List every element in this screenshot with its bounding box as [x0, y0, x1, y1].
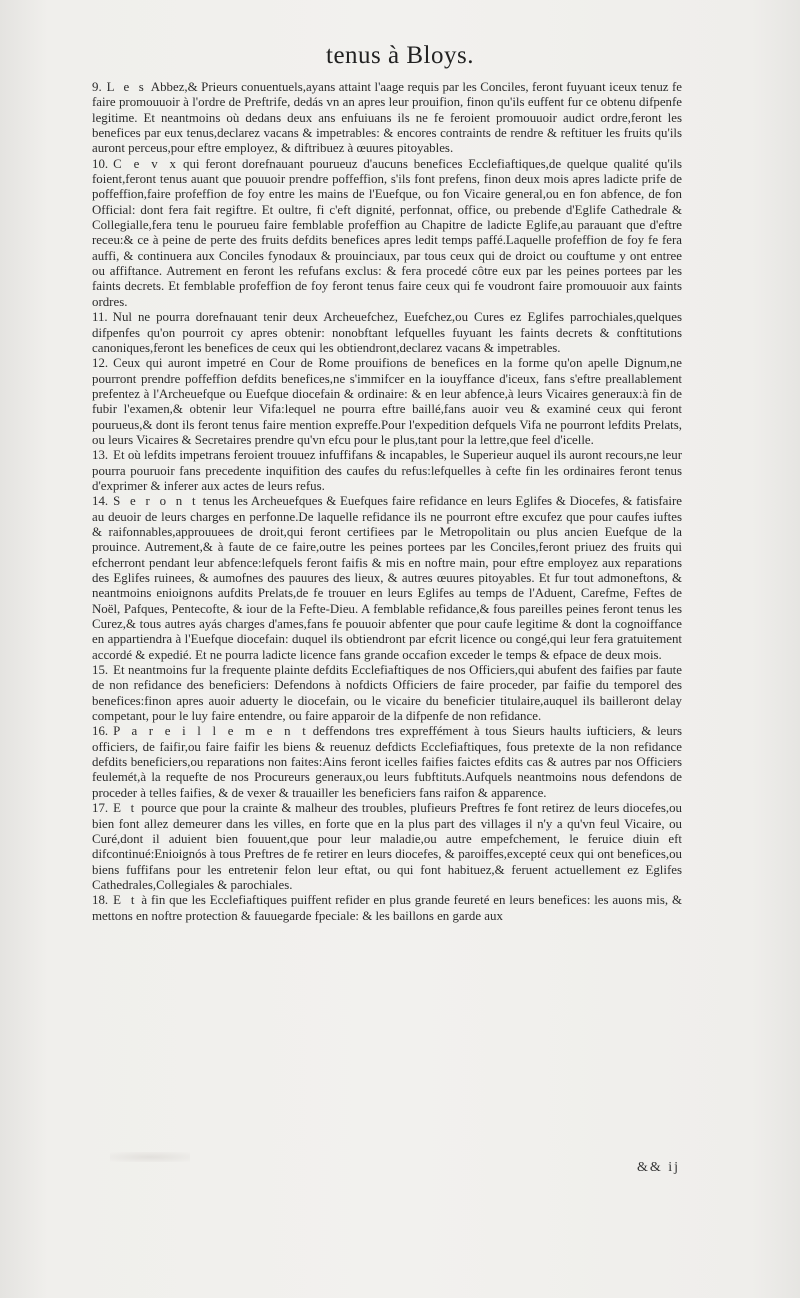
article-text: Et neantmoins fur la frequente plainte defdits Ecclefiaftiques de nos Officiers,qui abufent des faifies par faute de non refidance des beneficiers: Defendons à nofdicts Officiers de faire proceder, par faifie du temporel des benefices:finon apres auoir aduerty le diocefain, ou le vicaire du beneficier titulaire,auquel ils bailleront delay competant, pour le luy faire entendre, ou faire apparoir de la difpenfe de non refidance.: [92, 663, 682, 724]
article-paragraph: [92, 448, 682, 494]
article-text: Ceux qui auront impetré en Cour de Rome prouifions de benefices en la forme qu'on apelle Dignum,ne pourront prendre poffeffion defdits benefices,ne s'immifcer en la iouyffance d'iceux, fans s'eftre preallablement prefentez à l'Archeuefque ou Euefque diocefain & ordinaire: & en leur abfence,à leurs Vicaires generaux:à fin de fubir l'examen,& obtenir leur Vifa:lequel ne pourra eftre baillé,fans auoir veu & examiné ceux qui feront pourueus,& dont ils feront tenus faire mention expreffe.Pour l'expedition defquels Vifa ne pourront lefdits Prelats, ou leurs Vicaires & Secretaires prendre qu'vn efcu pour le plus,tant pour la lettre,que feel d'icelle.: [92, 356, 682, 447]
article-paragraph: [92, 310, 682, 356]
article-number: 16.: [92, 724, 109, 739]
article-paragraph: [92, 801, 682, 893]
article-paragraph: [92, 80, 682, 157]
article-text: deffendons tres expreffément à tous Sieurs haults iufticiers, & leurs officiers, de faifir,ou faire faifir les biens & reuenuz defdicts Ecclefiaftiques, fous pretexte de la non refidance defdits beneficiers,ou reparations non faites:Ains feront icelles faifies faictes efdits cas & autres par nos Officiers feulemét,à la requefte de nos Procureurs generaux,ou leurs fubftituts.Aufquels neantmoins nous defendons de proceder à telles faifies, & de vexer & trauailler les beneficiers fans raifon & apparence.: [92, 724, 682, 800]
article-number: 9.: [92, 80, 102, 94]
article-text: pource que pour la crainte & malheur des troubles, plufieurs Preftres fe font retirez de leurs diocefes,ou bien font allez demeurer dans les villes, en forte que en la plus part des villages il n'y a qu'vn feul Vicaire, ou Curé,dont il aduient bien fouuent,que pour leur maladie,ou autre empefchement, le feruice diuin eft difcontinué:Enioignós à tous Preftres de fe retirer en leurs diocefes, & paroiffes,excepté ceux qui ont benefices,ou biens fuffifans pour les entretenir felon leur eftat, ou qui font habituez,& feruent actuellement ez Eglifes Cathedrales,Collegiales & parochiales.: [92, 801, 682, 892]
article-text: Nul ne pourra dorefnauant tenir deux Archeuefchez, Euefchez,ou Cures ez Eglifes parrochiales,quelques difpenfes qu'on pourroit cy apres obtenir: nonobftant lefquelles fuyuant les faints decrets & conftitutions canoniques,feront les benefices de ceux qui les obtiendront,declarez vacans & impetrables.: [92, 310, 682, 355]
article-number: 14.: [92, 494, 109, 509]
article-lead-word: L e s: [106, 80, 147, 94]
article-body: [92, 80, 682, 924]
article-paragraph: [92, 494, 682, 663]
article-number: 11.: [92, 310, 108, 325]
article-number: 12.: [92, 356, 109, 371]
article-text: tenus les Archeuefques & Euefques faire refidance en leurs Eglifes & Diocefes, & fatisfaire au deuoir de leurs charges en perfonne.De laquelle refidance ils ne pourront eftre excufez que pour caufes iuftes & raifonnables,approuuees de droit,qui feront certifiees par le Metropolitain ou plus ancien Euefque de la prouince. Autrement,& à faute de ce faire,outre les peines portees par les Conciles,feront priuez des fruits qui efcherront pendant leur abfence:lefquels feront faifis & mis en noftre main, pour eftre employez aux reparations des Eglifes ruinees, & aumofnes des pauures des lieux, & autres œuures pitoyables. Et fur tout admoneftons, & neantmoins enioignons aufdits Prelats,de fe trouuer en leurs Eglifes au temps de l'Aduent, Carefme, Feftes de Noël, Pafques, Pentecofte, & iour de la Fefte-Dieu. A femblable refidance,& fous pareilles peines feront tenus les Curez,& tous autres ayás charges d'ames,fans fe pouuoir abfenter que pour caufe legitime & dont la cognoiffance en appartiendra à l'Euefque diocefain: duquel ils obtiendront par efcrit licence ou congé,qui leur fera gratuitement accordé & expedié. Et ne pourra ladicte licence fans grande occafion exceder le temps & efpace de deux mois.: [92, 494, 682, 662]
catchword: && ij: [636, 1160, 680, 1175]
article-text: qui feront dorefnauant pourueuz d'aucuns benefices Ecclefiaftiques,de quelque qualité qu'ils foient,feront tenus auant que pouuoir prendre poffeffion, s'ils font prefens, finon deux mois apres ladicte prife de poffeffion,faire profeffion de foy entre les mains de l'Euefque, ou fon Vicaire general,ou en fon abfence, de fon Official: dont fera fait regiftre. Et oultre, fi c'eft dignité, perfonnat, office, ou prebende d'Eglife Cathedrale & Collegialle,fera tenu le pourueu faire femblable profeffion au Chapitre de ladicte Eglife,au parauant que d'eftre receu:& ce à peine de perte des fruits defdits benefices apres ledit temps paffé.Laquelle profeffion de foy fe fera auffi, & continuera aux Conciles fynodaux & prouinciaux, par tous ceux qui de droict ou couftume y ont entree ou affiftance. Autrement en feront les refufans exclus: & fera procedé côtre eux par les peines portees par les faints decrets. Et femblable profeffion de foy feront tenus faire ceux qui fe voudront faire promouuoir aux faints ordres.: [92, 156, 682, 309]
article-paragraph: [92, 724, 682, 801]
article-number: 13.: [92, 448, 109, 463]
article-paragraph: [92, 356, 682, 448]
running-head-text: tenus à Bloys.: [326, 42, 474, 69]
article-text: à fin que les Ecclefiaftiques puiffent refider en plus grande feureté en leurs benefices: les auons mis, & mettons en noftre protection & fauuegarde fpeciale: & les baillons en garde aux: [92, 893, 682, 923]
article-lead-word: E t: [113, 893, 138, 908]
article-lead-word: S e r o n t: [113, 494, 199, 509]
article-number: 10.: [92, 156, 109, 171]
article-number: 17.: [92, 801, 109, 816]
article-text: Et où lefdits impetrans feroient trouuez infuffifans & incapables, le Superieur auquel ils auront recours,ne leur pourra pouruoir fans precedente inquifition des caufes du refus:lefquelles à cefte fin les ordinaires feront tenus d'exprimer & inferer aux actes de leurs refus.: [92, 448, 682, 493]
article-paragraph: [92, 893, 682, 924]
article-number: 18.: [92, 893, 109, 908]
article-number: 15.: [92, 663, 109, 678]
article-lead-word: C e v x: [113, 156, 180, 171]
running-head: [0, 42, 800, 70]
article-lead-word: E t: [113, 801, 138, 816]
article-lead-word: P a r e i l l e m e n t: [113, 724, 309, 739]
article-paragraph: [92, 663, 682, 724]
article-paragraph: [92, 157, 682, 310]
ink-smudge: [110, 1152, 190, 1162]
article-text: Abbez,& Prieurs conuentuels,ayans attaint l'aage requis par les Conciles, feront fuyuant iceux tenuz fe faire promouuoir à l'ordre de Preftrife, dedás vn an apres leur prouifion, finon qu'ils euffent fur ce obtenu difpenfe legitime. Et neantmoins où dedans deux ans enfuiuans ils ne fe feroient promouuoir audict ordre,feront les benefices par eux tenus,declarez vacans & impetrables: & encores contraints de rendre & reftituer les fruits qu'ils auront perceus,pour eftre employez, & diftribuez à œuures pitoyables.: [92, 80, 682, 156]
